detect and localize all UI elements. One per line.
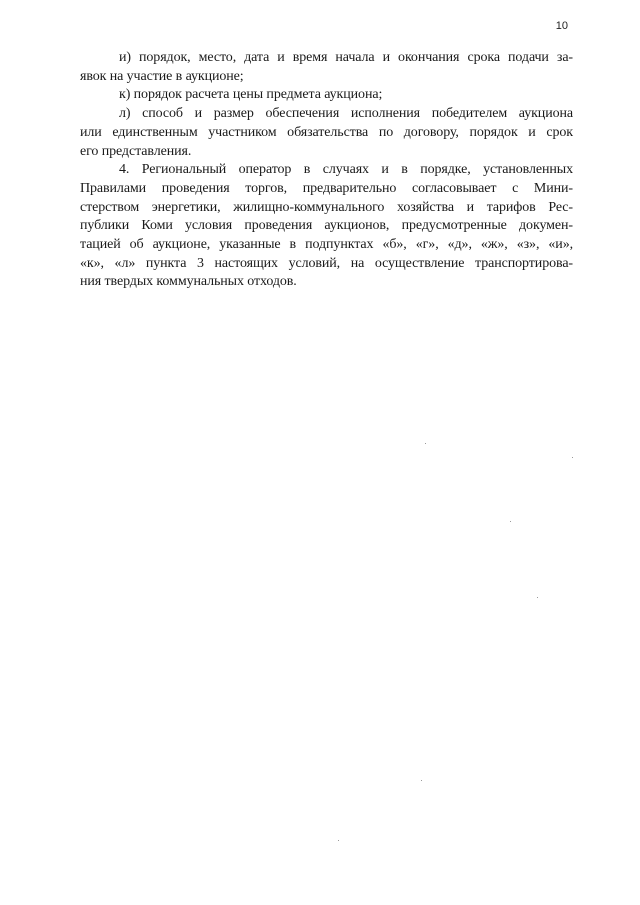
- scan-speck: [421, 780, 422, 781]
- text-line: тацией об аукционе, указанные в подпунктах «б», «г», «д», «ж», «з», «и»,: [80, 237, 573, 253]
- scan-speck: [537, 597, 538, 598]
- text-line: 4. Региональный оператор в случаях и в порядке, установленных: [119, 162, 573, 178]
- scan-speck: [572, 457, 573, 458]
- text-line: его представления.: [80, 143, 192, 159]
- text-line: явок на участие в аукционе;: [80, 68, 244, 84]
- text-line: или единственным участником обязательства по договору, порядок и срок: [80, 124, 573, 140]
- scan-speck: [425, 443, 426, 444]
- text-line: к) порядок расчета цены предмета аукциона;: [119, 87, 383, 103]
- paragraph-item-i: [80, 49, 573, 86]
- text-line: стерством энергетики, жилищно-коммунального хозяйства и тарифов Рес-: [80, 199, 573, 215]
- text-line: л) способ и размер обеспечения исполнения победителем аукциона: [119, 106, 573, 122]
- document-body: [80, 49, 573, 292]
- scan-speck: [338, 840, 339, 841]
- text-line: Правилами проведения торгов, предварительно согласовывает с Мини-: [80, 180, 573, 196]
- scan-speck: [510, 521, 511, 522]
- text-line: и) порядок, место, дата и время начала и окончания срока подачи за-: [119, 50, 573, 65]
- text-line: «к», «л» пункта 3 настоящих условий, на осуществление транспортирова-: [80, 255, 573, 271]
- paragraph-item-l: [80, 105, 573, 161]
- paragraph-clause-4: [80, 161, 573, 292]
- text-line: ния твердых коммунальных отходов.: [80, 274, 297, 290]
- page-number: 10: [555, 20, 568, 32]
- paragraph-item-k: [80, 86, 573, 105]
- text-line: публики Коми условия проведения аукционов, предусмотренные докумен-: [80, 218, 573, 234]
